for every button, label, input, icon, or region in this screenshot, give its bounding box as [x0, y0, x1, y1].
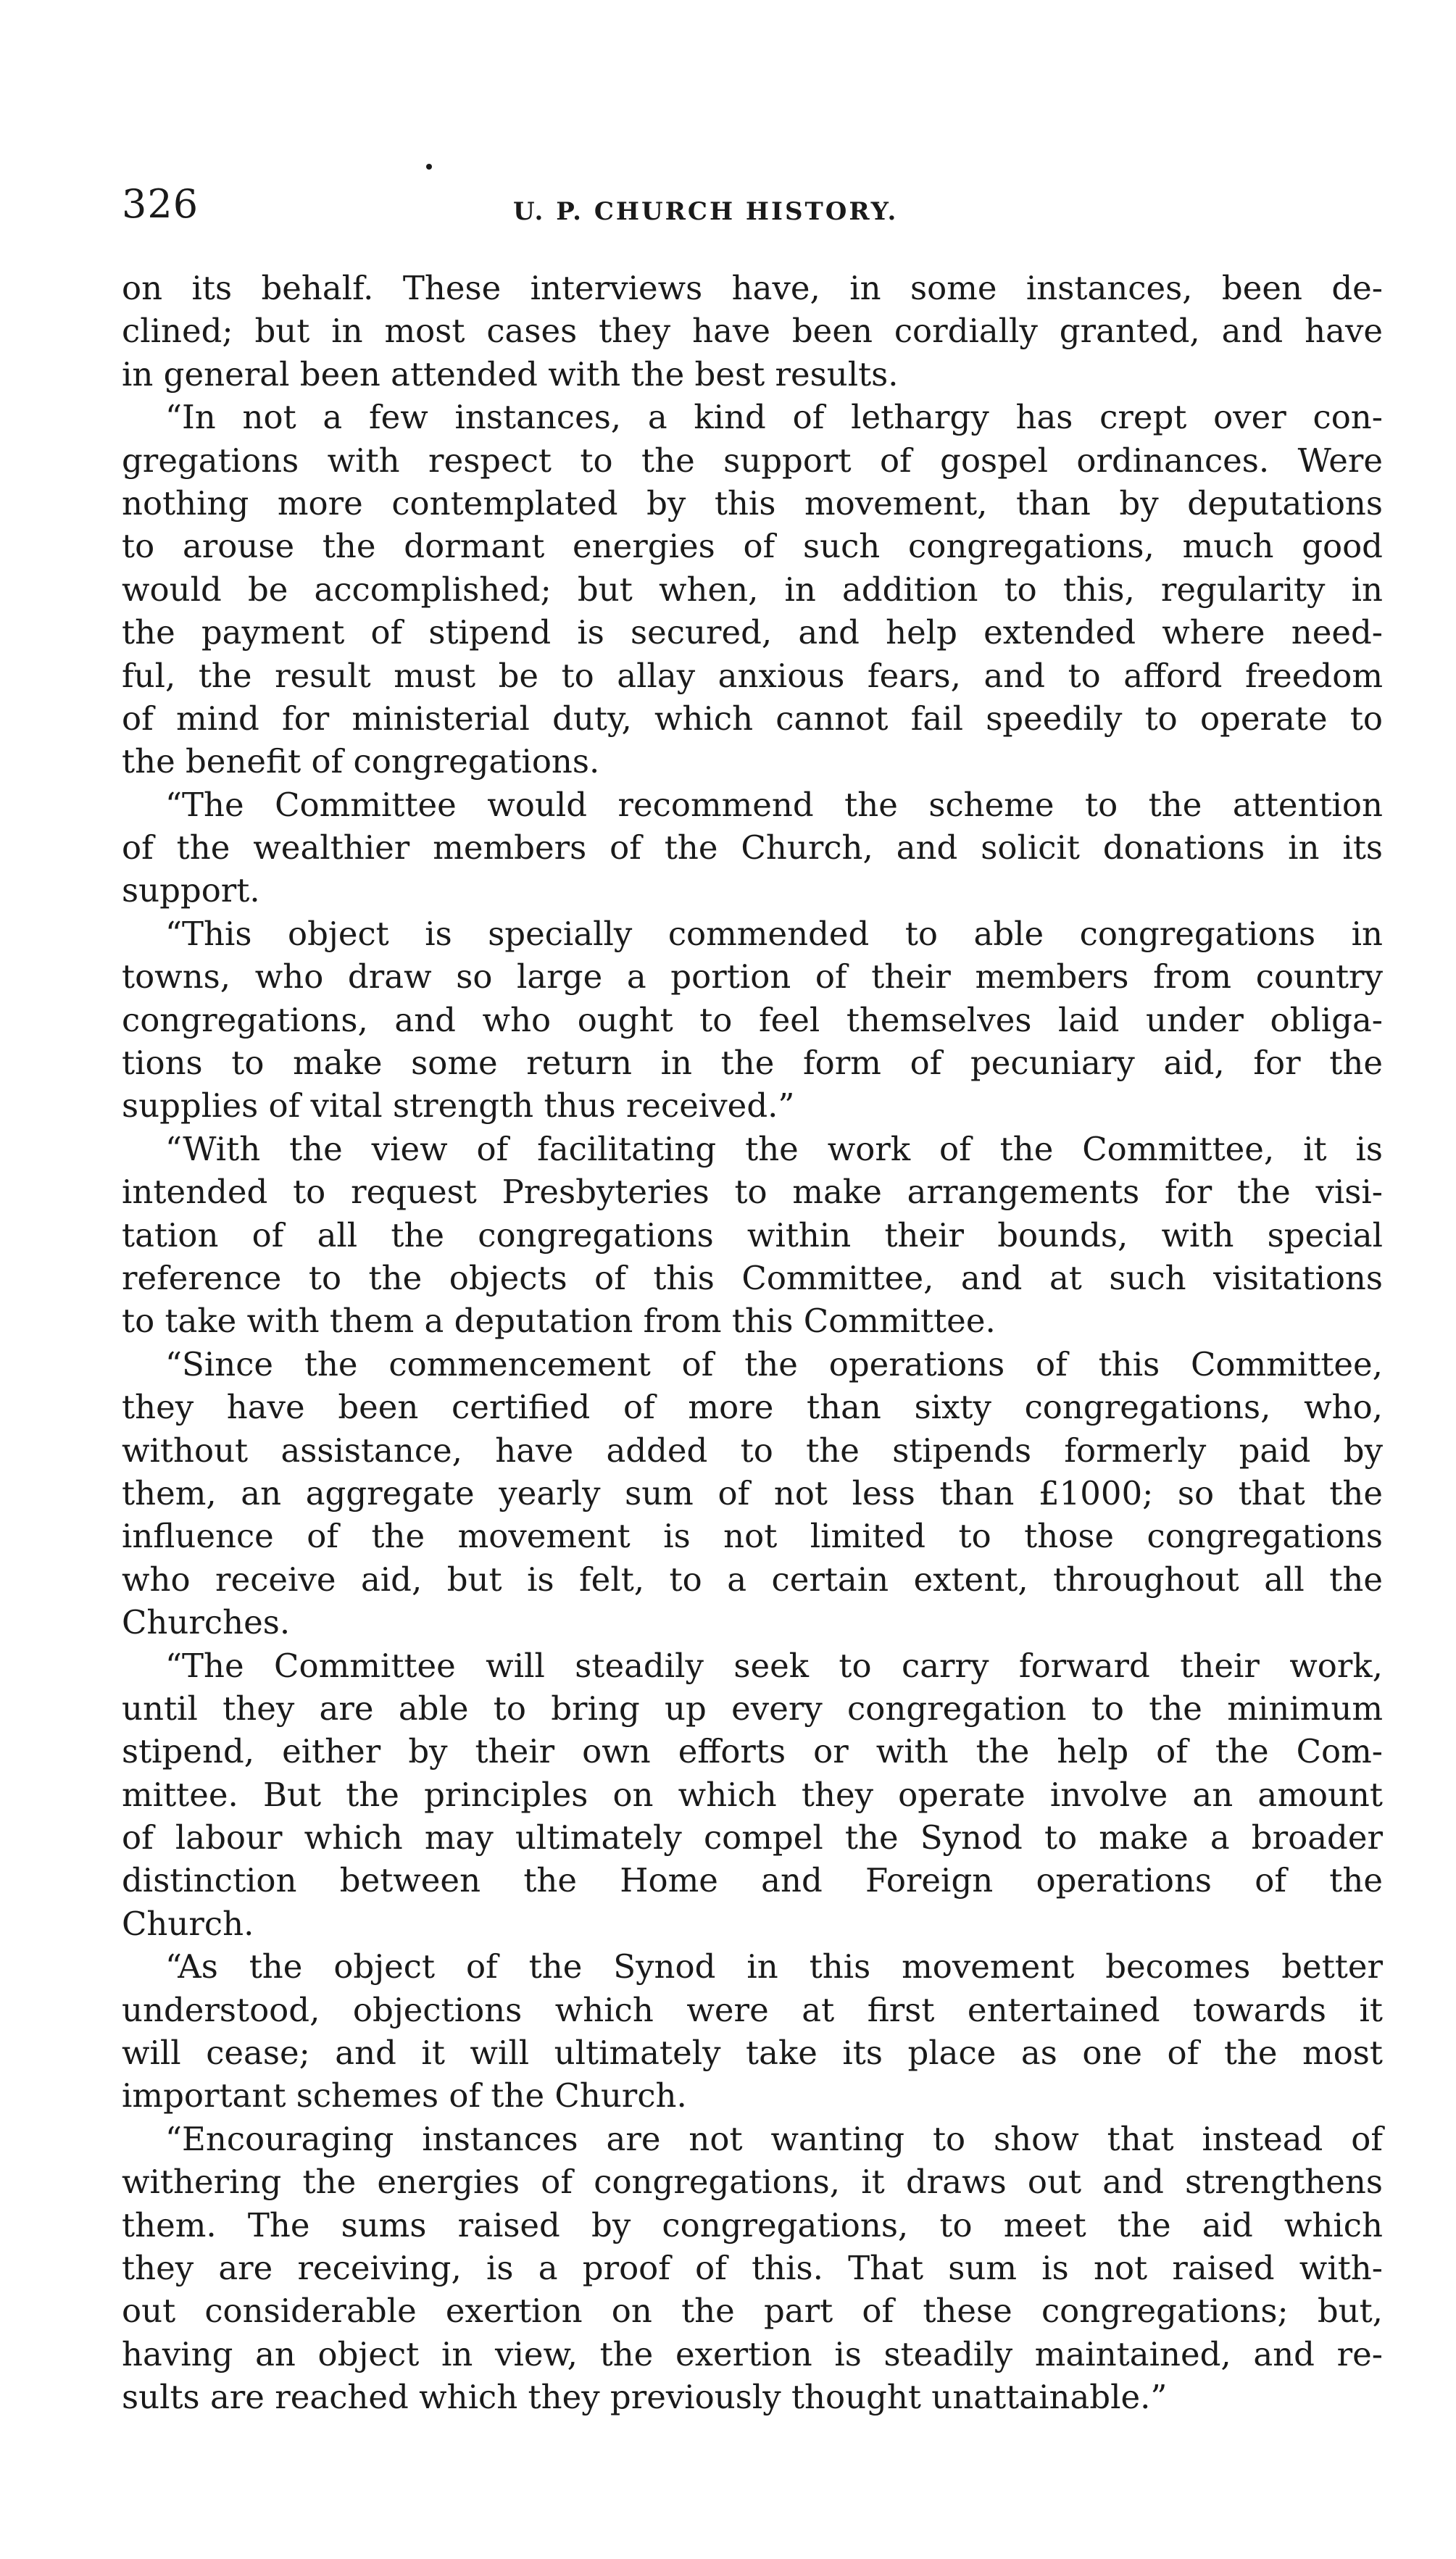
body-text: [122, 267, 1383, 2419]
text-line: them. The sums raised by congregations, to meet the aid which: [122, 2205, 1383, 2244]
text-line: gregations with respect to the support of gospel ordinances. Were: [122, 441, 1383, 480]
text-line: “As the object of the Synod in this movement becomes better: [165, 1947, 1383, 1986]
text-line: in general been attended with the best results.: [122, 354, 899, 394]
text-line: towns, who draw so large a portion of their members from country: [122, 957, 1383, 996]
text-line: congregations, and who ought to feel themselves laid under obliga-: [122, 1000, 1383, 1039]
text-line: sults are reached which they previously thought unattainable.”: [122, 2378, 1168, 2417]
text-line: Churches.: [122, 1603, 291, 1642]
text-line: to take with them a deputation from this Committee.: [122, 1302, 996, 1341]
text-line: support.: [122, 871, 260, 910]
text-line: intended to request Presbyteries to make arrangements for the visi-: [122, 1173, 1383, 1212]
page-number: 326: [122, 181, 199, 227]
text-line: they are receiving, is a proof of this. That sum is not raised with-: [122, 2248, 1383, 2287]
text-line: the payment of stipend is secured, and help extended where need-: [122, 613, 1383, 652]
text-line: “In not a few instances, a kind of lethargy has crept over con-: [165, 398, 1383, 437]
text-line: ful, the result must be to allay anxious fears, and to afford freedom: [122, 656, 1383, 695]
text-line: would be accomplished; but when, in addition to this, regularity in: [122, 570, 1383, 609]
text-line: they have been certified of more than sixty congregations, who,: [122, 1388, 1383, 1427]
text-line: nothing more contemplated by this movement, than by deputations: [122, 483, 1383, 523]
text-line: will cease; and it will ultimately take its place as one of the most: [122, 2034, 1383, 2073]
text-line: clined; but in most cases they have been cordially granted, and have: [122, 312, 1383, 351]
text-line: distinction between the Home and Foreign operations of the: [122, 1861, 1383, 1900]
text-line: understood, objections which were at first entertained towards it: [122, 1990, 1383, 2029]
text-line: “With the view of facilitating the work of the Committee, it is: [165, 1129, 1383, 1168]
text-line: “The Committee would recommend the scheme to the attention: [165, 785, 1383, 824]
text-line: the benefit of congregations.: [122, 742, 600, 781]
text-line: supplies of vital strength thus received.”: [122, 1086, 795, 1125]
text-line: influence of the movement is not limited to those congregations: [122, 1517, 1383, 1556]
text-line: withering the energies of congregations, it draws out and strengthens: [122, 2163, 1383, 2202]
text-line: of mind for ministerial duty, which cannot fail speedily to operate to: [122, 699, 1383, 738]
text-line: “This object is specially commended to able congregations in: [165, 914, 1383, 953]
text-line: until they are able to bring up every congregation to the minimum: [122, 1689, 1383, 1728]
text-line: them, an aggregate yearly sum of not less than £1000; so that the: [122, 1473, 1383, 1512]
text-line: having an object in view, the exertion is steadily maintained, and re-: [122, 2334, 1383, 2373]
text-line: out considerable exertion on the part of these congregations; but,: [122, 2292, 1383, 2331]
text-line: important schemes of the Church.: [122, 2076, 687, 2115]
text-line: tions to make some return in the form of pecuniary aid, for the: [122, 1044, 1383, 1083]
text-line: on its behalf. These interviews have, in some instances, been de-: [122, 269, 1383, 307]
text-line: reference to the objects of this Committee, and at such visitations: [122, 1258, 1383, 1297]
text-line: of labour which may ultimately compel the Synod to make a broader: [122, 1818, 1383, 1857]
text-line: tation of all the congregations within their bounds, with special: [122, 1215, 1383, 1254]
ink-speck: [426, 164, 432, 170]
text-line: “The Committee will steadily seek to carry forward their work,: [165, 1646, 1383, 1685]
text-line: who receive aid, but is felt, to a certain extent, throughout all the: [122, 1560, 1383, 1599]
running-head: U. P. CHURCH HISTORY.: [513, 197, 899, 226]
text-line: “Since the commencement of the operations of this Committee,: [165, 1344, 1383, 1383]
text-line: Church.: [122, 1904, 254, 1943]
text-line: of the wealthier members of the Church, and solicit donations in its: [122, 828, 1383, 867]
text-line: to arouse the dormant energies of such congregations, much good: [122, 527, 1383, 566]
page-header: [122, 181, 1383, 232]
text-line: without assistance, have added to the stipends formerly paid by: [122, 1431, 1383, 1470]
text-line: “Encouraging instances are not wanting to show that instead of: [165, 2119, 1383, 2158]
text-line: mittee. But the principles on which they operate involve an amount: [122, 1775, 1383, 1814]
book-page: [122, 181, 1383, 2419]
text-line: stipend, either by their own efforts or with the help of the Com-: [122, 1732, 1383, 1771]
